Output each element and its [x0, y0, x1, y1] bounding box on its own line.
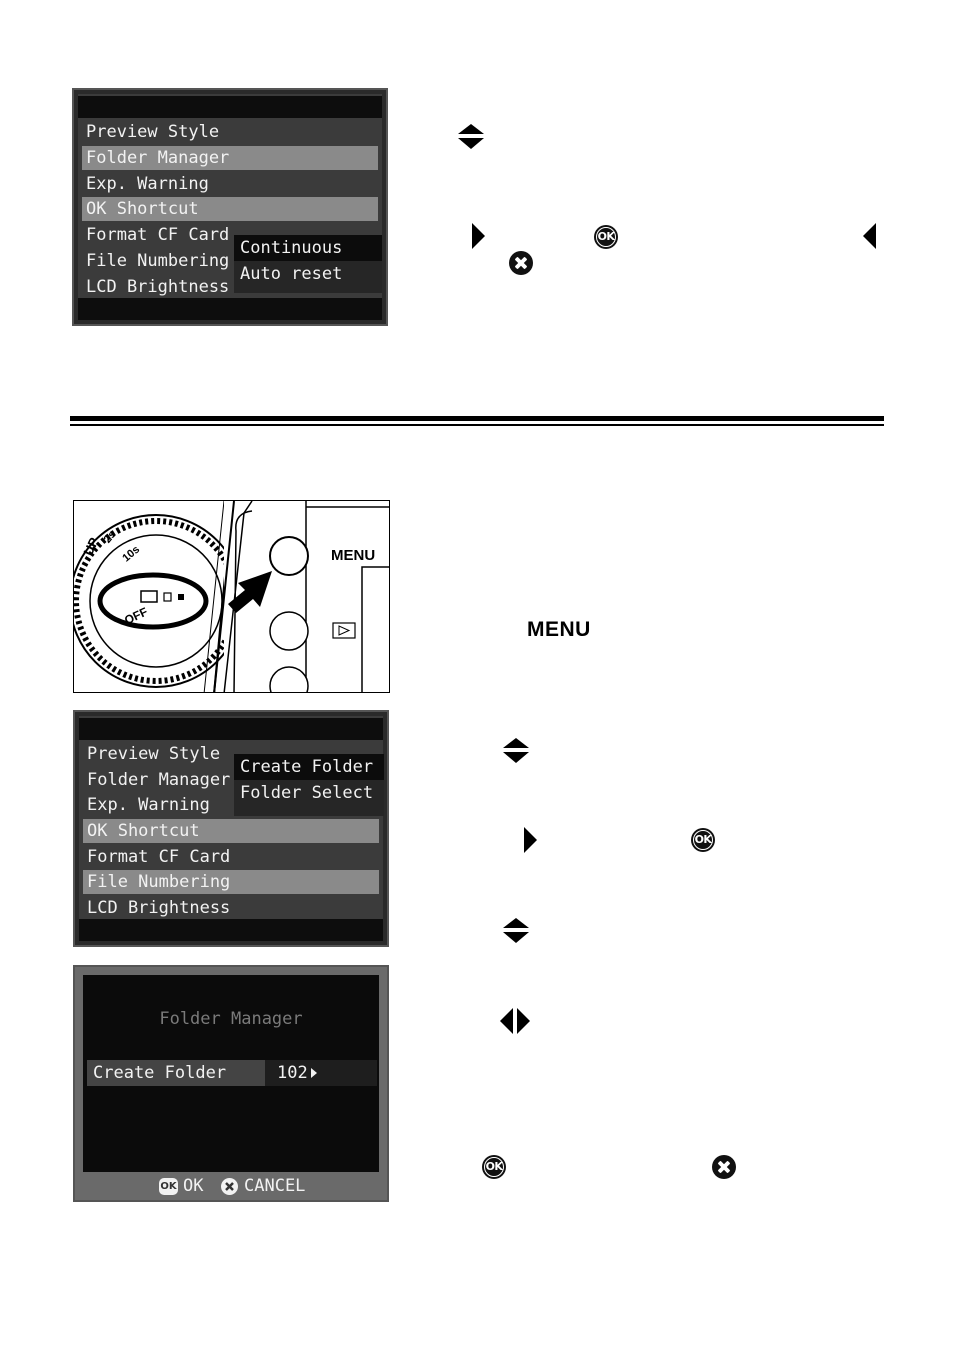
menu-item-lcd-brightness: LCD Brightness — [86, 277, 230, 297]
menu-button — [270, 537, 308, 575]
ok-button-icon: OK — [594, 225, 618, 249]
camera-illustration — [74, 501, 390, 693]
menu-item-ok-shortcut: OK Shortcut — [83, 819, 379, 843]
menu-item-file-numbering: File Numbering — [86, 251, 230, 271]
dial-label-10s: 10s — [120, 543, 143, 565]
footer-cancel-icon — [221, 1178, 238, 1195]
submenu-item-auto-reset: Auto reset — [240, 264, 343, 284]
lcd-top-bar — [78, 96, 382, 118]
menu-item-file-numbering: File Numbering — [83, 870, 379, 894]
step-menu-label: MENU — [527, 618, 591, 641]
footer-cancel-label: CANCEL — [244, 1176, 306, 1196]
create-folder-label: Create Folder — [93, 1063, 227, 1083]
ok-button-icon: OK — [691, 828, 715, 852]
lcd-dark-panel — [83, 975, 379, 1172]
folder-manager-submenu — [234, 754, 384, 816]
lcd-bottom-bar — [78, 298, 382, 320]
file-numbering-submenu — [234, 235, 382, 293]
camera-back-photo — [73, 500, 390, 693]
up-down-arrow-icon — [457, 124, 485, 150]
submenu-item-continuous: Continuous — [234, 235, 382, 261]
ok-button-icon: OK — [482, 1155, 506, 1179]
menu-item-format-cf-card: Format CF Card — [87, 847, 231, 867]
cancel-button-icon — [712, 1155, 736, 1179]
right-arrow-icon — [524, 827, 538, 853]
menu-item-exp-warning: Exp. Warning — [87, 795, 210, 815]
footer-ok-label: OK — [183, 1176, 204, 1196]
section-divider-thick — [70, 416, 884, 421]
submenu-item-folder-select: Folder Select — [240, 783, 374, 803]
menu-item-lcd-brightness: LCD Brightness — [87, 898, 231, 918]
cancel-button-icon — [509, 251, 533, 275]
lcd-bottom-bar — [79, 919, 383, 941]
lcd-footer — [75, 1172, 387, 1200]
menu-item-folder-manager: Folder Manager — [87, 770, 231, 790]
dial-label-off: OFF — [122, 604, 150, 628]
camera-menu-label: MENU — [331, 547, 376, 564]
menu-item-format-cf-card: Format CF Card — [86, 225, 230, 245]
menu-item-ok-shortcut: OK Shortcut — [82, 197, 378, 221]
up-down-arrow-icon — [502, 738, 530, 764]
create-folder-row — [87, 1060, 377, 1086]
dial-label-2s: 2s — [101, 528, 119, 546]
playback-icon-box — [333, 623, 355, 638]
menu-item-preview-style: Preview Style — [86, 122, 220, 142]
left-right-arrow-icon — [500, 1008, 530, 1034]
section-divider-thin — [70, 424, 884, 426]
lcd-inner — [78, 94, 382, 320]
lcd-screen-folder-manager-menu — [73, 710, 389, 947]
lcd-screen-create-folder — [73, 965, 389, 1202]
lcd-inner — [79, 716, 383, 941]
submenu-item-create-folder: Create Folder — [234, 754, 384, 780]
dialog-title: Folder Manager — [159, 1009, 303, 1029]
folder-number-value: 102 — [277, 1063, 308, 1083]
lcd-screen-file-numbering — [72, 88, 388, 326]
create-folder-label-cell — [87, 1060, 265, 1086]
value-right-arrow-icon — [311, 1068, 317, 1078]
menu-item-folder-manager: Folder Manager — [82, 146, 378, 170]
up-down-arrow-icon — [502, 918, 530, 944]
menu-item-exp-warning: Exp. Warning — [86, 174, 209, 194]
dial-label-up: UP — [80, 535, 102, 558]
footer-ok-icon: OK — [159, 1178, 178, 1195]
right-arrow-icon — [472, 223, 486, 249]
menu-item-preview-style: Preview Style — [87, 744, 221, 764]
lcd-top-bar — [79, 718, 383, 740]
left-arrow-icon — [863, 223, 877, 249]
